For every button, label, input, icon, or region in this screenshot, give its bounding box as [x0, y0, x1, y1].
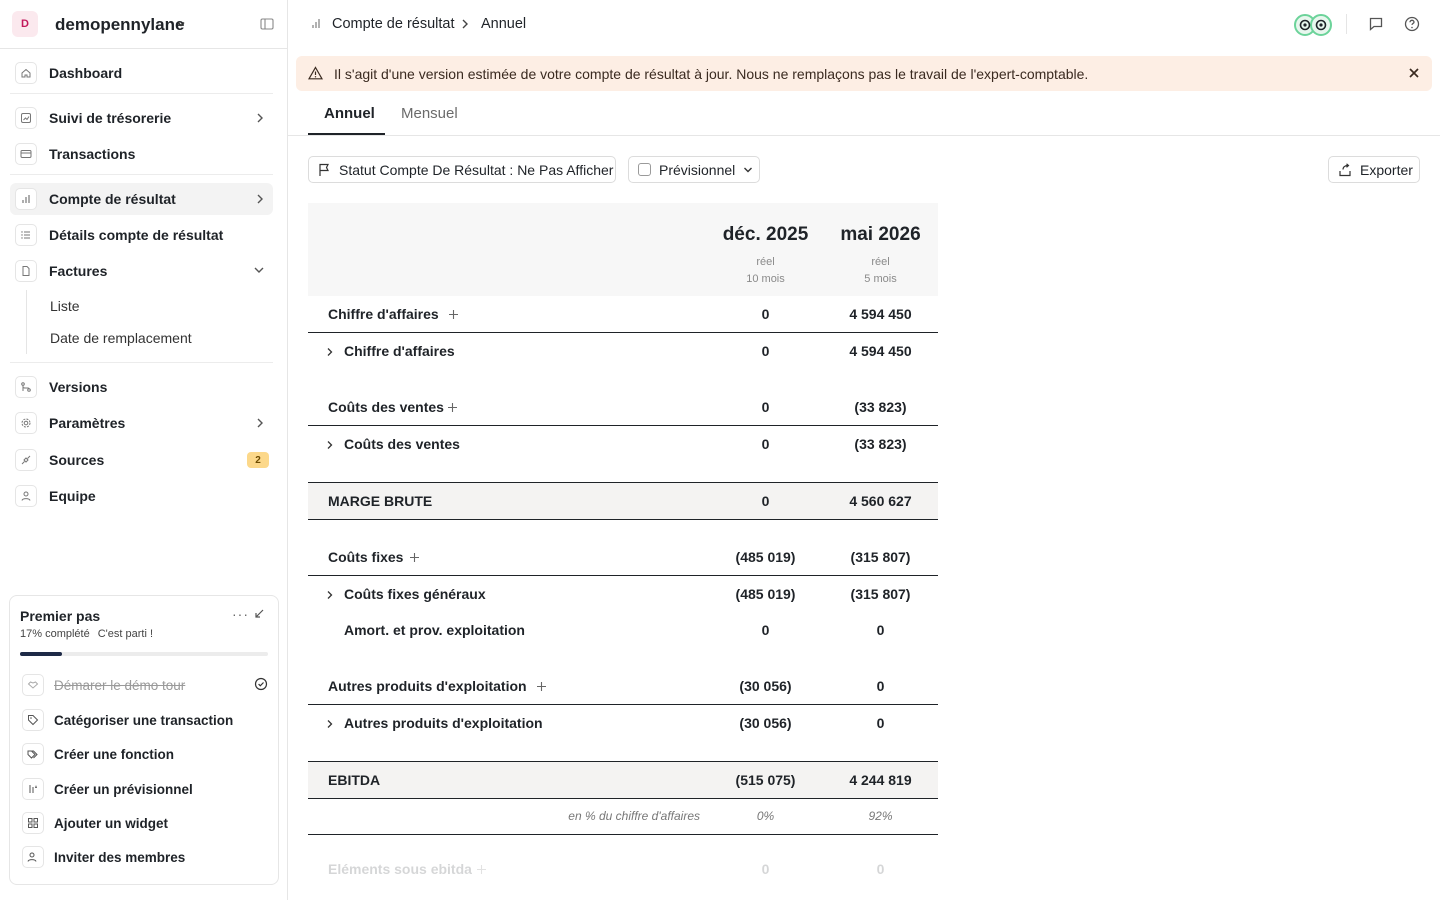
tab-annuel[interactable]: Annuel — [324, 105, 375, 122]
row-value: 0 — [761, 399, 770, 415]
row-value: 0 — [761, 343, 770, 359]
row-value: 0 — [761, 861, 770, 877]
row-value: (515 075) — [735, 772, 796, 788]
row-value: (485 019) — [735, 586, 796, 602]
table-row — [308, 668, 938, 705]
sidebar-item-details[interactable] — [10, 219, 273, 251]
table-row — [308, 851, 938, 888]
cheer-text: C'est parti ! — [97, 628, 154, 640]
table-row[interactable] — [308, 576, 938, 613]
row-value: (315 807) — [850, 549, 911, 565]
sidebar-item-label: Paramètres — [49, 415, 126, 431]
sidebar-subitem-liste[interactable]: Liste — [50, 298, 80, 314]
step-demo-tour[interactable] — [22, 674, 272, 696]
sidebar-item-label: Versions — [49, 379, 108, 395]
sidebar-item-versions[interactable] — [10, 371, 273, 403]
check-circle-icon — [254, 677, 268, 691]
chevron-down-icon — [253, 265, 265, 275]
org-name[interactable]: demopennylane — [55, 15, 185, 34]
status-filter-button[interactable] — [308, 156, 616, 183]
row-value: (33 823) — [854, 399, 907, 415]
gear-icon — [15, 412, 37, 434]
user-icon — [15, 485, 37, 507]
step-label: Inviter des membres — [54, 850, 186, 865]
column-subtitle: réel — [871, 256, 890, 268]
sidebar-item-label: Factures — [49, 263, 108, 279]
forecast-label: Prévisionnel — [659, 161, 736, 178]
row-label: Autres produits d'exploitation — [344, 715, 543, 731]
chevron-right-icon[interactable] — [326, 347, 334, 357]
step-categoriser[interactable] — [22, 709, 272, 731]
plus-icon[interactable] — [448, 309, 459, 320]
partner-logo-icon[interactable] — [1293, 13, 1333, 37]
flag-icon — [318, 163, 331, 177]
sidebar-item-label: Dashboard — [49, 65, 123, 81]
column-title: mai 2026 — [840, 224, 921, 245]
row-value: (30 056) — [739, 678, 792, 694]
step-label: Créer un prévisionnel — [54, 782, 193, 797]
sidebar-item-label: Détails compte de résultat — [49, 227, 224, 243]
home-icon — [15, 62, 37, 84]
progress-bar — [20, 652, 268, 656]
step-label: Ajouter un widget — [54, 816, 168, 831]
close-icon[interactable] — [1408, 67, 1420, 79]
row-value: 4 560 627 — [849, 493, 912, 509]
handshake-icon — [22, 674, 44, 696]
row-value: 4 244 819 — [849, 772, 912, 788]
sidebar-item-label: Suivi de trésorerie — [49, 110, 172, 126]
sidebar-item-factures[interactable] — [10, 255, 273, 287]
step-label: Créer une fonction — [54, 747, 175, 762]
sidebar-item-sources[interactable] — [10, 444, 273, 476]
row-value: 0 — [876, 715, 885, 731]
table-row[interactable] — [308, 426, 938, 463]
card-icon — [15, 143, 37, 165]
table-header — [308, 203, 938, 296]
step-previsionnel[interactable] — [22, 778, 272, 800]
grid-icon — [22, 812, 44, 834]
onboarding-status — [20, 628, 161, 640]
row-value: 0 — [761, 493, 770, 509]
sidebar-toggle-icon[interactable] — [260, 17, 274, 31]
export-button[interactable] — [1328, 156, 1420, 183]
sidebar-item-label: Transactions — [49, 146, 136, 162]
plus-icon[interactable] — [476, 864, 487, 875]
chevron-right-icon — [461, 19, 469, 29]
table-row — [308, 389, 938, 426]
more-icon[interactable]: ··· — [232, 606, 249, 622]
plug-icon — [15, 449, 37, 471]
sidebar-subitem-date-remplacement[interactable]: Date de remplacement — [50, 330, 192, 346]
onboarding-title: Premier pas — [20, 608, 101, 624]
step-label: Catégoriser une transaction — [54, 713, 234, 728]
sidebar-item-equipe[interactable] — [10, 480, 273, 512]
divider — [10, 93, 273, 94]
breadcrumb-current: Annuel — [481, 16, 527, 32]
row-value: (30 056) — [739, 715, 792, 731]
chevron-down-icon[interactable] — [176, 19, 186, 29]
row-value: 92% — [868, 809, 893, 823]
divider — [10, 362, 273, 363]
chevron-right-icon — [255, 193, 265, 205]
step-fonction[interactable] — [22, 743, 272, 765]
row-label: Chiffre d'affaires — [344, 343, 455, 359]
sidebar-item-tresorerie[interactable] — [10, 102, 273, 134]
row-value: (315 807) — [850, 586, 911, 602]
table-row[interactable] — [308, 705, 938, 742]
row-label: Coûts fixes — [328, 549, 404, 565]
minimize-icon[interactable] — [254, 609, 264, 619]
chevron-right-icon[interactable] — [326, 440, 334, 450]
table-row — [308, 296, 938, 333]
row-value: 0 — [761, 622, 770, 638]
row-value: 0 — [876, 678, 885, 694]
estimate-alert — [296, 56, 1432, 91]
row-label: Eléments sous ebitda — [328, 861, 472, 877]
chat-icon[interactable] — [1368, 16, 1384, 32]
column-period: 10 mois — [746, 273, 785, 285]
row-label: en % du chiffre d'affaires — [568, 809, 700, 823]
chevron-right-icon[interactable] — [326, 590, 334, 600]
tags-icon — [22, 743, 44, 765]
plus-icon[interactable] — [536, 681, 547, 692]
tab-underline — [308, 133, 385, 135]
org-avatar: D — [12, 11, 38, 37]
tag-icon — [22, 709, 44, 731]
submenu-line — [26, 290, 27, 354]
sidebar-item-label: Sources — [49, 452, 105, 468]
branch-icon — [15, 376, 37, 398]
sidebar-item-parametres[interactable] — [10, 407, 273, 439]
row-label: Coûts des ventes — [344, 436, 460, 452]
row-label: Amort. et prov. exploitation — [344, 622, 525, 638]
sidebar — [0, 0, 288, 900]
onboarding-panel — [9, 595, 279, 885]
breadcrumb-parent[interactable]: Compte de résultat — [332, 16, 455, 32]
sidebar-item-dashboard[interactable] — [10, 57, 273, 89]
chevron-down-icon — [743, 166, 753, 174]
users-icon — [22, 846, 44, 868]
row-value: 4 594 450 — [849, 306, 912, 322]
warning-icon — [308, 66, 323, 80]
chevron-right-icon[interactable] — [326, 719, 334, 729]
row-label: Coûts fixes généraux — [344, 586, 486, 602]
row-value: 0 — [761, 436, 770, 452]
completion-text: 17% complété — [20, 628, 90, 640]
row-label: Chiffre d'affaires — [328, 306, 439, 322]
row-value: (485 019) — [735, 549, 796, 565]
export-label: Exporter — [1360, 161, 1413, 178]
export-icon — [1338, 163, 1352, 177]
step-inviter[interactable] — [22, 846, 272, 868]
file-icon — [15, 260, 37, 282]
progress-fill — [20, 652, 62, 656]
column-subtitle: réel — [756, 256, 775, 268]
table-row — [308, 612, 938, 649]
column-title: déc. 2025 — [722, 224, 809, 245]
table-row-total — [308, 482, 938, 520]
step-widget[interactable] — [22, 812, 272, 834]
forecast-icon — [22, 778, 44, 800]
column-period: 5 mois — [864, 273, 897, 285]
help-icon[interactable] — [1404, 16, 1420, 32]
row-value: 0% — [756, 809, 775, 823]
chevron-right-icon — [255, 112, 265, 124]
row-value: 0 — [761, 306, 770, 322]
forecast-toggle[interactable] — [628, 156, 760, 183]
row-label: EBITDA — [328, 772, 381, 788]
row-value: 0 — [876, 622, 885, 638]
table-row-total — [308, 761, 938, 799]
forecast-checkbox[interactable] — [638, 163, 651, 176]
row-label: MARGE BRUTE — [328, 493, 433, 509]
view-tabs — [288, 92, 1440, 136]
table-row-percentage — [308, 798, 938, 835]
sidebar-item-label: Equipe — [49, 488, 96, 504]
row-value: 0 — [876, 861, 885, 877]
alert-text: Il s'agit d'une version estimée de votre compte de résultat à jour. Nous ne remplaçons pas le travail de l'expert-comptable. — [334, 66, 1089, 82]
divider — [10, 174, 273, 175]
notification-badge: 2 — [247, 452, 269, 468]
row-value: (33 823) — [854, 436, 907, 452]
step-label: Démarer le démo tour — [54, 678, 186, 693]
status-filter-label: Statut Compte De Résultat : Ne Pas Afficher — [339, 161, 614, 178]
table-row — [308, 539, 938, 576]
list-icon — [15, 224, 37, 246]
top-header — [288, 0, 1440, 48]
plus-icon[interactable] — [447, 402, 458, 413]
trend-icon — [15, 107, 37, 129]
plus-icon[interactable] — [409, 552, 420, 563]
row-label: Coûts des ventes — [328, 399, 444, 415]
bar-chart-icon — [310, 17, 322, 29]
row-value: 4 594 450 — [849, 343, 912, 359]
tab-mensuel[interactable]: Mensuel — [401, 105, 458, 122]
sidebar-item-transactions[interactable] — [10, 138, 273, 170]
chevron-right-icon — [255, 417, 265, 429]
sidebar-item-compte-de-resultat[interactable] — [10, 183, 273, 215]
row-label: Autres produits d'exploitation — [328, 678, 527, 694]
divider — [1346, 14, 1347, 34]
sidebar-item-label: Compte de résultat — [49, 191, 176, 207]
org-switcher[interactable] — [0, 0, 287, 49]
bar-chart-icon — [15, 188, 37, 210]
table-row[interactable] — [308, 333, 938, 370]
